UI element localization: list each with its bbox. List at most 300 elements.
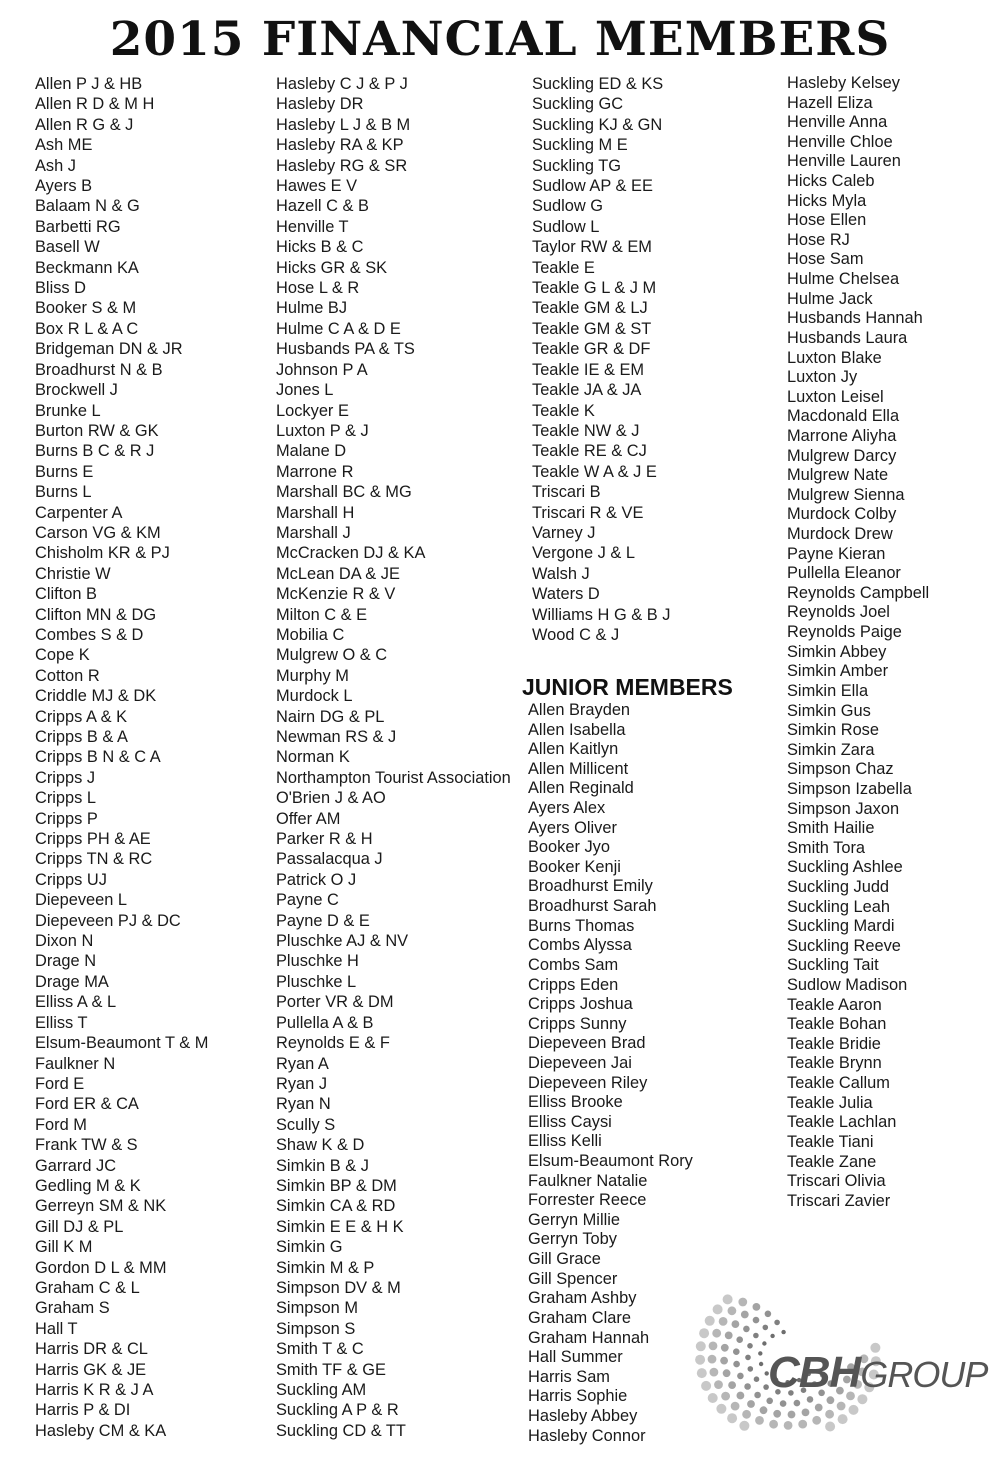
member-name: Teakle Julia bbox=[787, 1093, 873, 1112]
member-name: Teakle GM & ST bbox=[532, 319, 652, 338]
member-name: Gill Spencer bbox=[528, 1269, 618, 1288]
member-name: Murdock Drew bbox=[787, 525, 893, 544]
logo-dot bbox=[697, 1368, 707, 1378]
logo-dot bbox=[731, 1402, 740, 1411]
member-name: Allen Reginald bbox=[528, 779, 634, 798]
member-name: Allen Isabella bbox=[528, 720, 626, 739]
member-name: Ayers Oliver bbox=[528, 818, 617, 837]
member-name: Teakle E bbox=[532, 258, 595, 277]
member-name: Newman RS & J bbox=[276, 728, 397, 746]
logo-dot bbox=[738, 1298, 747, 1307]
logo-dot bbox=[708, 1393, 718, 1403]
member-name: Cripps PH & AE bbox=[35, 830, 151, 849]
member-name: Simpson S bbox=[276, 1319, 356, 1338]
member-name: Garrard JC bbox=[35, 1156, 117, 1175]
member-name: Harris DR & CL bbox=[35, 1340, 148, 1359]
member-name: Allen Kaitlyn bbox=[528, 740, 619, 759]
member-name: Mobilia C bbox=[276, 625, 345, 644]
member-name: Simkin Amber bbox=[787, 662, 889, 681]
member-name: Cripps Sunny bbox=[528, 1014, 627, 1033]
member-name: Hall Summer bbox=[528, 1348, 623, 1367]
logo-dot bbox=[705, 1316, 715, 1326]
member-name: Elsum-Beaumont Rory bbox=[528, 1152, 693, 1171]
member-name: Pullella Eleanor bbox=[787, 564, 901, 583]
member-name: Ryan A bbox=[276, 1054, 329, 1073]
member-name: O'Brien J & AO bbox=[276, 789, 386, 808]
member-name: Smith Tora bbox=[787, 838, 866, 857]
member-name: Teakle K bbox=[532, 401, 595, 420]
logo-dot bbox=[710, 1368, 719, 1377]
member-name: Cripps B & A bbox=[35, 728, 128, 746]
member-name: Combs Alyssa bbox=[528, 936, 632, 955]
member-name: Henville T bbox=[276, 217, 349, 236]
logo-dot bbox=[754, 1392, 761, 1399]
member-name: Hose Ellen bbox=[787, 211, 867, 230]
member-name: Hose L & R bbox=[276, 279, 360, 298]
member-name: Box R L & A C bbox=[35, 319, 139, 338]
logo-dot bbox=[802, 1409, 810, 1417]
member-name: Hulme Jack bbox=[787, 289, 873, 308]
member-name: Husbands PA & TS bbox=[276, 340, 415, 359]
member-name: Gerryn Millie bbox=[528, 1210, 620, 1229]
member-name: Walsh J bbox=[532, 564, 590, 583]
member-name: Broadhurst Sarah bbox=[528, 897, 657, 916]
member-name: Diepeveen Brad bbox=[528, 1034, 646, 1053]
logo-dot bbox=[696, 1341, 706, 1351]
logo-dot bbox=[748, 1366, 754, 1372]
member-name: Bliss D bbox=[35, 279, 86, 298]
logo-dot bbox=[716, 1404, 726, 1414]
member-name: Suckling Mardi bbox=[787, 917, 895, 936]
member-name: McCracken DJ & KA bbox=[276, 544, 426, 563]
member-name: Marrone R bbox=[276, 462, 354, 481]
junior-members-heading: JUNIOR MEMBERS bbox=[522, 674, 733, 700]
member-name: Gerryn Toby bbox=[528, 1230, 617, 1249]
member-name: Payne C bbox=[276, 891, 339, 910]
members-column-3 bbox=[532, 74, 670, 645]
member-name: Offer AM bbox=[276, 809, 341, 828]
member-name: Simkin Ella bbox=[787, 681, 869, 700]
logo-dot bbox=[737, 1392, 745, 1400]
member-name: Harris GK & JE bbox=[35, 1360, 147, 1379]
member-name: Clifton B bbox=[35, 585, 97, 604]
member-name: Mulgrew Nate bbox=[787, 466, 889, 485]
member-name: Triscari B bbox=[532, 483, 601, 502]
member-name: Drage N bbox=[35, 952, 97, 971]
logo-dot bbox=[708, 1355, 717, 1364]
logo-dot bbox=[753, 1317, 760, 1324]
member-name: Ford E bbox=[35, 1074, 85, 1093]
member-name: Carpenter A bbox=[35, 503, 123, 522]
member-name: Hasleby C J & P J bbox=[276, 75, 408, 93]
member-name: Smith TF & GE bbox=[276, 1360, 386, 1379]
member-name: Teakle G L & J M bbox=[532, 279, 657, 298]
member-name: Triscari R & VE bbox=[532, 503, 644, 522]
member-name: Combs Sam bbox=[528, 955, 619, 974]
logo-dot bbox=[837, 1402, 846, 1411]
member-name: Hasleby Abbey bbox=[528, 1406, 638, 1425]
member-name: Elsum-Beaumont T & M bbox=[35, 1034, 209, 1053]
logo-dot bbox=[728, 1306, 737, 1315]
member-name: Cope K bbox=[35, 646, 90, 665]
member-name: Suckling AM bbox=[276, 1381, 367, 1399]
member-name: Teakle IE & EM bbox=[532, 360, 645, 379]
member-name: Combes S & D bbox=[35, 625, 144, 644]
member-name: Hasleby RA & KP bbox=[276, 136, 404, 155]
member-name: Allen R G & J bbox=[35, 115, 134, 134]
member-name: Milton C & E bbox=[276, 605, 368, 624]
logo-dot bbox=[774, 1320, 780, 1326]
member-name: Teakle Tiani bbox=[787, 1132, 874, 1151]
member-name: Hawes E V bbox=[276, 177, 358, 196]
logo-dot bbox=[742, 1410, 751, 1419]
logo-dot bbox=[825, 1422, 835, 1432]
member-name: Henville Chloe bbox=[787, 132, 893, 151]
member-name: Hulme BJ bbox=[276, 299, 348, 318]
member-name: Varney J bbox=[532, 523, 596, 542]
logo-dot bbox=[755, 1416, 764, 1425]
logo-dot bbox=[733, 1361, 740, 1368]
member-name: Reynolds Paige bbox=[787, 623, 902, 642]
member-name: Payne Kieran bbox=[787, 544, 886, 563]
member-name: Murdock Colby bbox=[787, 505, 897, 524]
logo-dot bbox=[695, 1355, 705, 1365]
member-name: Allen Brayden bbox=[528, 701, 631, 719]
member-name: Nairn DG & PL bbox=[276, 707, 385, 726]
member-name: Pluschke H bbox=[276, 952, 359, 971]
logo-dot bbox=[741, 1311, 749, 1319]
member-name: Burns L bbox=[35, 483, 92, 502]
member-name: Bridgeman DN & JR bbox=[35, 340, 183, 359]
logo-dot bbox=[798, 1420, 807, 1429]
member-name: Hasleby Connor bbox=[528, 1426, 646, 1445]
member-name: Mulgrew Darcy bbox=[787, 446, 897, 465]
member-name: Graham S bbox=[35, 1299, 110, 1318]
member-name: Hicks B & C bbox=[276, 238, 364, 257]
member-name: Wood C & J bbox=[532, 625, 620, 644]
logo-dot bbox=[849, 1405, 859, 1415]
member-name: Barbetti RG bbox=[35, 217, 121, 236]
member-name: Lockyer E bbox=[276, 401, 349, 420]
logo-dot bbox=[723, 1369, 731, 1377]
logo-word: CBH bbox=[768, 1348, 861, 1397]
member-name: Teakle Bridie bbox=[787, 1034, 881, 1053]
member-name: Simkin G bbox=[276, 1238, 343, 1257]
logo-dot bbox=[727, 1413, 737, 1423]
member-name: Husbands Hannah bbox=[787, 309, 923, 328]
member-name: Hazell C & B bbox=[276, 197, 369, 216]
junior-members-column-2 bbox=[787, 74, 929, 1211]
member-name: Diepeveen L bbox=[35, 891, 128, 910]
member-name: Dixon N bbox=[35, 932, 94, 951]
member-name: Luxton Leisel bbox=[787, 387, 884, 406]
member-name: Graham C & L bbox=[35, 1278, 140, 1297]
member-name: Christie W bbox=[35, 564, 111, 583]
member-name: Reynolds E & F bbox=[276, 1034, 390, 1053]
logo-dot bbox=[709, 1342, 718, 1351]
member-name: Gerreyn SM & NK bbox=[35, 1197, 167, 1216]
member-name: Simkin Abbey bbox=[787, 642, 887, 661]
logo-dot bbox=[754, 1376, 760, 1382]
logo-dot bbox=[780, 1400, 787, 1407]
logo-dot bbox=[720, 1357, 728, 1365]
member-name: Parker R & H bbox=[276, 830, 373, 849]
member-name: Williams H G & B J bbox=[532, 605, 671, 624]
logo-dot bbox=[825, 1410, 834, 1419]
member-name: Gedling M & K bbox=[35, 1176, 141, 1195]
logo-dot bbox=[747, 1343, 753, 1349]
member-name: Mulgrew Sienna bbox=[787, 485, 905, 504]
member-name: Malane D bbox=[276, 442, 347, 461]
member-name: Simkin Gus bbox=[787, 701, 871, 720]
member-name: Hazell Eliza bbox=[787, 93, 873, 112]
member-name: Marshall J bbox=[276, 523, 351, 542]
member-name: Allen Millicent bbox=[528, 759, 629, 778]
logo-dot bbox=[723, 1294, 733, 1304]
member-name: Ryan N bbox=[276, 1095, 331, 1114]
member-name: Carson VG & KM bbox=[35, 523, 161, 542]
logo-dot bbox=[812, 1416, 821, 1425]
member-name: Simkin Zara bbox=[787, 740, 875, 759]
member-name: Teakle Brynn bbox=[787, 1054, 882, 1073]
member-name: Marshall BC & MG bbox=[276, 483, 412, 502]
logo-dot bbox=[773, 1410, 781, 1418]
member-name: Teakle Lachlan bbox=[787, 1113, 897, 1132]
logo-dot bbox=[788, 1411, 796, 1419]
logo-dot bbox=[794, 1400, 801, 1407]
member-name: Burton RW & GK bbox=[35, 421, 159, 440]
logo-dot bbox=[725, 1332, 733, 1340]
member-name: Teakle W A & J E bbox=[532, 462, 657, 481]
member-name: Faulkner N bbox=[35, 1054, 116, 1073]
member-name: Sudlow Madison bbox=[787, 976, 908, 995]
logo-dot bbox=[733, 1348, 740, 1355]
logo-dot bbox=[747, 1400, 755, 1408]
member-name: Suckling A P & R bbox=[276, 1401, 399, 1420]
member-name: Hasleby Kelsey bbox=[787, 74, 900, 92]
logo-dot bbox=[760, 1406, 768, 1414]
member-name: Teakle Callum bbox=[787, 1074, 890, 1093]
member-name: Harris K R & J A bbox=[35, 1381, 154, 1399]
member-name: Simkin CA & RD bbox=[276, 1197, 396, 1216]
member-name: Murdock L bbox=[276, 687, 353, 706]
member-name: Reynolds Joel bbox=[787, 603, 890, 622]
member-name: Harris P & DI bbox=[35, 1401, 131, 1420]
member-name: Teakle RE & CJ bbox=[532, 442, 647, 461]
member-name: Elliss Kelli bbox=[528, 1132, 602, 1151]
member-name: Simkin BP & DM bbox=[276, 1176, 397, 1195]
member-name: Sudlow G bbox=[532, 197, 604, 216]
member-name: Burns E bbox=[35, 462, 94, 481]
member-name: Vergone J & L bbox=[532, 544, 635, 563]
member-name: Simkin E E & H K bbox=[276, 1217, 404, 1236]
logo-dot bbox=[759, 1362, 763, 1366]
member-name: Balaam N & G bbox=[35, 197, 140, 216]
member-name: Diepeveen PJ & DC bbox=[35, 911, 181, 930]
member-name: Smith Hailie bbox=[787, 819, 875, 838]
logo-dot bbox=[719, 1317, 728, 1326]
member-name: Ayers B bbox=[35, 177, 93, 196]
logo-dot bbox=[737, 1373, 744, 1380]
member-name: Burns B C & R J bbox=[35, 442, 155, 461]
member-name: Suckling GC bbox=[532, 95, 624, 114]
member-name: Norman K bbox=[276, 748, 350, 767]
logo-dot bbox=[721, 1392, 730, 1401]
member-name: Teakle GR & DF bbox=[532, 340, 651, 359]
member-name: Faulkner Natalie bbox=[528, 1171, 648, 1190]
member-name: Burns Thomas bbox=[528, 916, 635, 935]
member-name: Teakle Bohan bbox=[787, 1015, 887, 1034]
logo-dot bbox=[769, 1420, 778, 1429]
member-name: Simpson Chaz bbox=[787, 760, 894, 779]
member-name: Luxton P & J bbox=[276, 421, 369, 440]
member-name: Hulme C A & D E bbox=[276, 319, 401, 338]
logo-dot bbox=[728, 1381, 736, 1389]
member-name: Henville Lauren bbox=[787, 152, 901, 171]
member-name: Triscari Olivia bbox=[787, 1172, 886, 1191]
logo-dot bbox=[763, 1325, 769, 1331]
member-name: Suckling Reeve bbox=[787, 936, 901, 955]
cbh-group-logo bbox=[668, 1262, 968, 1432]
logo-dot bbox=[753, 1303, 761, 1311]
logo-dot bbox=[744, 1383, 751, 1390]
member-name: Hicks Myla bbox=[787, 191, 867, 210]
member-name: Cripps TN & RC bbox=[35, 850, 153, 869]
member-name: Booker Kenji bbox=[528, 857, 621, 876]
member-name: Murphy M bbox=[276, 666, 349, 685]
member-name: Hose RJ bbox=[787, 230, 850, 249]
member-name: Suckling Judd bbox=[787, 877, 890, 896]
member-name: Simpson DV & M bbox=[276, 1278, 401, 1297]
member-name: Cripps L bbox=[35, 789, 97, 808]
member-name: Allen R D & M H bbox=[35, 95, 155, 114]
member-name: Reynolds Campbell bbox=[787, 583, 930, 602]
member-name: Ford M bbox=[35, 1115, 87, 1134]
member-name: Patrick O J bbox=[276, 870, 357, 889]
page-title: 2015 FINANCIAL MEMBERS bbox=[109, 12, 891, 67]
logo-dot bbox=[732, 1320, 740, 1328]
member-name: Criddle MJ & DK bbox=[35, 687, 157, 706]
member-name: Triscari Zavier bbox=[787, 1191, 891, 1210]
member-name: Broadhurst Emily bbox=[528, 877, 653, 896]
member-name: Elliss A & L bbox=[35, 993, 117, 1012]
member-name: Hicks Caleb bbox=[787, 172, 875, 191]
member-name: Diepeveen Jai bbox=[528, 1053, 632, 1072]
member-name: Suckling KJ & GN bbox=[532, 115, 663, 134]
member-name: McKenzie R & V bbox=[276, 585, 396, 604]
member-name: Diepeveen Riley bbox=[528, 1073, 648, 1092]
member-name: Hulme Chelsea bbox=[787, 270, 900, 289]
member-name: Porter VR & DM bbox=[276, 993, 394, 1012]
member-name: Teakle Zane bbox=[787, 1152, 877, 1171]
member-name: Mulgrew O & C bbox=[276, 646, 388, 665]
member-name: Hicks GR & SK bbox=[276, 258, 388, 277]
member-name: Payne D & E bbox=[276, 911, 370, 930]
logo-dot bbox=[770, 1334, 774, 1338]
member-name: Simkin M & P bbox=[276, 1258, 375, 1277]
member-name: Hose Sam bbox=[787, 250, 864, 269]
member-name: Ryan J bbox=[276, 1074, 328, 1093]
member-name: Cripps UJ bbox=[35, 870, 107, 889]
member-name: Taylor RW & EM bbox=[532, 238, 652, 257]
member-name: Chisholm KR & PJ bbox=[35, 544, 170, 563]
logo-dot bbox=[765, 1311, 772, 1318]
member-name: Teakle GM & LJ bbox=[532, 299, 648, 318]
member-name: Henville Anna bbox=[787, 113, 888, 132]
member-name: Hall T bbox=[35, 1319, 78, 1338]
member-name: Northampton Tourist Association bbox=[276, 768, 511, 787]
logo-dot bbox=[739, 1421, 749, 1431]
member-name: Macdonald Ella bbox=[787, 407, 900, 426]
member-name: Elliss Brooke bbox=[528, 1093, 623, 1112]
member-name: Simkin Rose bbox=[787, 721, 879, 740]
member-name: Cotton R bbox=[35, 666, 100, 685]
member-name: Graham Clare bbox=[528, 1308, 631, 1327]
member-name: McLean DA & JE bbox=[276, 564, 400, 583]
logo-dot bbox=[784, 1421, 793, 1430]
member-name: Gordon D L & MM bbox=[35, 1258, 167, 1277]
members-column-1 bbox=[35, 74, 208, 1441]
member-name: Suckling Ashlee bbox=[787, 858, 903, 877]
member-name: Marshall H bbox=[276, 503, 355, 522]
member-name: Forrester Reece bbox=[528, 1191, 647, 1210]
member-name: Simpson Izabella bbox=[787, 779, 912, 798]
member-name: Graham Hannah bbox=[528, 1328, 650, 1347]
member-name: Cripps Joshua bbox=[528, 995, 633, 1014]
member-name: Gill K M bbox=[35, 1238, 93, 1257]
logo-dot bbox=[721, 1344, 729, 1352]
logo-dot bbox=[712, 1329, 721, 1338]
members-column-2 bbox=[276, 74, 511, 1441]
member-name: Shaw K & D bbox=[276, 1136, 365, 1155]
member-name: Harris Sophie bbox=[528, 1387, 628, 1406]
member-name: Luxton Blake bbox=[787, 348, 882, 367]
member-name: Cripps B N & C A bbox=[35, 748, 161, 767]
member-name: Suckling Tait bbox=[787, 956, 879, 975]
logo-dot bbox=[701, 1381, 711, 1391]
member-name: Basell W bbox=[35, 238, 100, 257]
member-name: Graham Ashby bbox=[528, 1289, 637, 1308]
logo-suffix: GROUP bbox=[860, 1354, 988, 1395]
member-name: Drage MA bbox=[35, 972, 109, 991]
member-name: Ford ER & CA bbox=[35, 1095, 139, 1114]
member-name: Cripps A & K bbox=[35, 707, 128, 726]
member-name: Ash ME bbox=[35, 136, 93, 155]
member-name: Brunke L bbox=[35, 401, 101, 420]
member-name: Pluschke AJ & NV bbox=[276, 932, 409, 951]
member-name: Elliss Caysi bbox=[528, 1112, 612, 1131]
member-name: Cripps J bbox=[35, 768, 96, 787]
logo-dot bbox=[758, 1351, 762, 1355]
member-name: Booker S & M bbox=[35, 299, 137, 318]
member-name: Ash J bbox=[35, 156, 76, 175]
member-name: Harris Sam bbox=[528, 1367, 610, 1386]
logo-dot bbox=[714, 1380, 723, 1389]
member-name: Smith T & C bbox=[276, 1340, 364, 1359]
member-name: Johnson P A bbox=[276, 360, 368, 379]
member-name: Ayers Alex bbox=[528, 799, 606, 818]
member-name: Suckling Leah bbox=[787, 897, 890, 916]
logo-dot bbox=[713, 1304, 723, 1314]
cbh-group-logo-text bbox=[768, 1348, 987, 1400]
member-name: Allen P J & HB bbox=[35, 75, 143, 93]
member-name: Teakle Aaron bbox=[787, 995, 882, 1014]
member-name: Pluschke L bbox=[276, 972, 357, 991]
member-name: Suckling M E bbox=[532, 136, 628, 155]
member-name: Clifton MN & DG bbox=[35, 605, 157, 624]
member-name: Simpson M bbox=[276, 1299, 358, 1318]
member-name: Suckling TG bbox=[532, 156, 621, 175]
